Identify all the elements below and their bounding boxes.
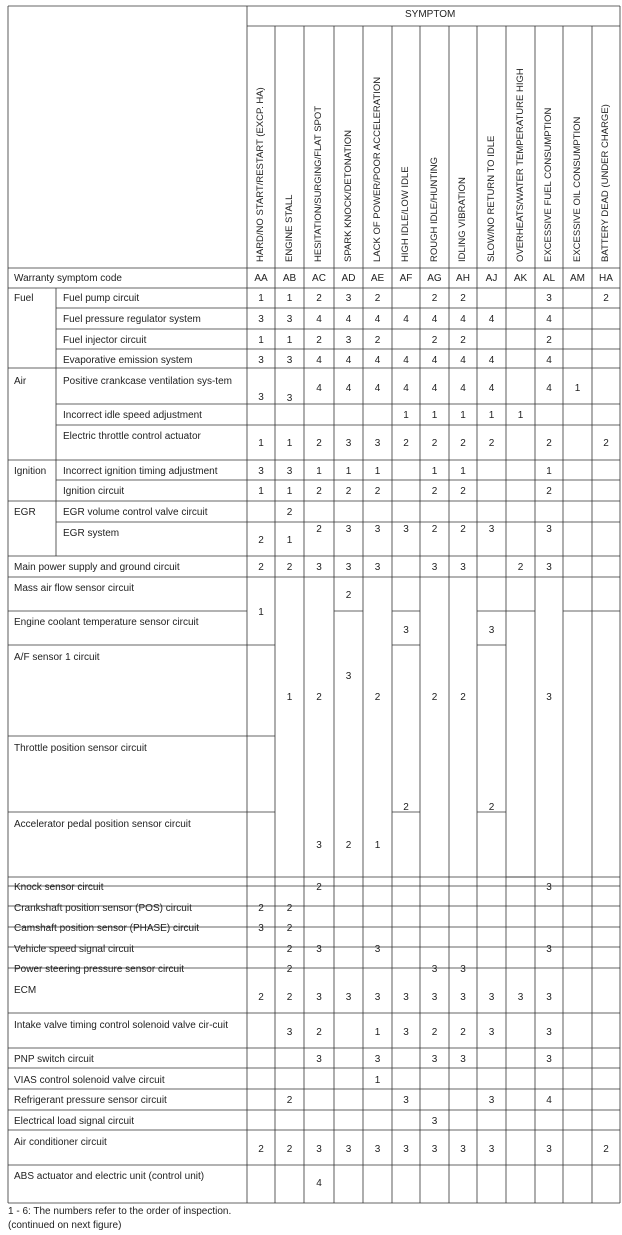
inspection-order-cell: 3 [546,1054,552,1065]
footnote-continued: (continued on next figure) [8,1220,122,1231]
column-header-ha: BATTERY DEAD (UNDER CHARGE) [600,104,611,262]
row-label: Fuel injector circuit [63,335,147,346]
inspection-order-cell: 1 [316,466,322,477]
group-air: Air [14,376,27,387]
inspection-order-cell: 3 [258,923,264,934]
inspection-order-cell: 3 [258,355,264,366]
inspection-order-cell: 3 [460,964,466,975]
row-label: EGR volume control valve circuit [63,507,208,518]
inspection-order-cell: 2 [316,293,322,304]
inspection-order-cell: 3 [460,1054,466,1065]
inspection-order-cell: 2 [374,692,381,703]
inspection-order-cell: 3 [345,524,352,535]
inspection-order-cell: 1 [374,1075,381,1086]
inspection-order-cell: 3 [546,1144,552,1155]
row-label: Throttle position sensor circuit [14,743,147,754]
inspection-order-cell: 3 [431,1054,438,1065]
inspection-order-cell: 3 [546,524,552,535]
inspection-order-cell: 1 [403,410,409,421]
symptom-code: AB [282,273,297,284]
row-label: Knock sensor circuit [14,882,104,893]
inspection-order-cell: 2 [460,293,466,304]
inspection-order-cell: 1 [431,410,438,421]
symptom-code: AF [399,273,413,284]
inspection-order-cell: 1 [431,466,438,477]
inspection-order-cell: 2 [603,438,609,449]
inspection-order-cell: 3 [316,840,322,851]
row-label: Camshaft position sensor (PHASE) circuit [14,923,200,934]
inspection-order-cell: 3 [286,1027,293,1038]
column-header-ak: OVERHEATS/WATER TEMPERATURE HIGH [514,68,526,262]
inspection-order-cell: 4 [316,314,322,325]
inspection-order-cell: 2 [286,923,293,934]
row-label: Engine coolant temperature sensor circuit [14,617,199,628]
row-label: Incorrect idle speed adjustment [63,410,202,421]
inspection-order-cell: 4 [345,383,352,394]
inspection-order-cell: 4 [546,314,552,325]
inspection-order-cell: 3 [345,335,352,346]
row-label: Air conditioner circuit [14,1137,107,1148]
inspection-order-cell: 3 [517,992,524,1003]
inspection-order-cell: 3 [345,438,352,449]
inspection-order-cell: 3 [488,625,495,636]
inspection-order-cell: 2 [258,562,264,573]
inspection-order-cell: 3 [488,1027,495,1038]
symptom-code: AE [370,273,385,284]
group-egr: EGR [14,507,36,518]
inspection-order-cell: 4 [374,383,381,394]
inspection-order-cell: 2 [316,692,322,703]
inspection-order-cell: 1 [286,692,293,703]
inspection-order-cell: 2 [460,1027,466,1038]
inspection-order-cell: 3 [546,692,552,703]
inspection-order-cell: 3 [258,314,264,325]
inspection-order-cell: 3 [546,992,552,1003]
inspection-order-cell: 3 [374,562,381,573]
inspection-order-cell: 3 [286,355,293,366]
inspection-order-cell: 1 [374,840,381,851]
inspection-order-cell: 3 [431,964,438,975]
symptom-code: AM [570,273,585,284]
inspection-order-cell: 1 [374,1027,381,1038]
group-ignition: Ignition [14,466,47,477]
inspection-order-cell: 3 [374,1144,381,1155]
inspection-order-cell: 1 [517,410,524,421]
row-label: Main power supply and ground circuit [14,562,180,573]
inspection-order-cell: 2 [431,335,438,346]
inspection-order-cell: 3 [546,882,552,893]
inspection-order-cell: 1 [258,607,264,618]
symptom-title: SYMPTOM [405,9,456,20]
inspection-order-cell: 3 [316,944,322,955]
inspection-order-cell: 3 [460,992,466,1003]
symptom-code: AK [513,273,528,284]
symptom-code: HA [599,273,613,284]
inspection-order-cell: 4 [460,355,466,366]
inspection-order-cell: 3 [374,992,381,1003]
inspection-order-cell: 4 [316,355,322,366]
inspection-order-cell: 3 [345,562,352,573]
inspection-order-cell: 3 [286,314,293,325]
inspection-order-cell: 2 [460,335,466,346]
inspection-order-cell: 3 [316,1144,322,1155]
row-label: Crankshaft position sensor (POS) circuit [14,903,192,914]
inspection-order-cell: 3 [488,1095,495,1106]
inspection-order-cell: 2 [460,486,466,497]
inspection-order-cell: 2 [460,692,466,703]
inspection-order-cell: 2 [546,335,552,346]
inspection-order-cell: 2 [374,335,381,346]
row-label: ABS actuator and electric unit (control unit) [14,1171,205,1182]
inspection-order-cell: 1 [460,466,466,477]
row-label: Power steering pressure sensor circuit [14,964,185,975]
inspection-order-cell: 3 [546,293,552,304]
inspection-order-cell: 4 [374,355,381,366]
inspection-order-cell: 4 [316,383,322,394]
inspection-order-cell: 1 [258,438,264,449]
inspection-order-cell: 4 [403,314,409,325]
column-header-ad: SPARK KNOCK/DETONATION [342,130,354,262]
inspection-order-cell: 1 [546,466,552,477]
inspection-order-cell: 3 [431,1116,438,1127]
row-label: Accelerator pedal position sensor circuit [14,819,191,830]
inspection-order-cell: 3 [316,992,322,1003]
inspection-order-cell: 3 [316,1054,322,1065]
inspection-order-cell: 3 [374,438,381,449]
inspection-order-cell: 1 [258,335,264,346]
symptom-code: AG [427,273,442,284]
inspection-order-cell: 2 [286,992,293,1003]
row-label: PNP switch circuit [14,1054,94,1065]
inspection-order-cell: 4 [403,355,409,366]
inspection-order-cell: 2 [460,438,466,449]
inspection-order-cell: 3 [403,1027,409,1038]
inspection-order-cell: 3 [345,1144,352,1155]
inspection-order-cell: 4 [345,355,352,366]
inspection-order-cell: 2 [286,1095,293,1106]
inspection-order-cell: 3 [488,524,495,535]
inspection-order-cell: 2 [316,524,322,535]
row-label: Mass air flow sensor circuit [14,583,135,594]
row-label: Evaporative emission system [63,355,193,366]
inspection-order-cell: 3 [374,524,381,535]
row-label: EGR system [63,528,120,539]
inspection-order-cell: 3 [460,1144,466,1155]
row-label: ECM [14,985,37,996]
column-header-ah: IDLING VIBRATION [457,177,468,262]
inspection-order-cell: 3 [345,293,352,304]
inspection-order-cell: 3 [403,992,409,1003]
inspection-order-cell: 3 [431,992,438,1003]
inspection-order-cell: 1 [574,383,581,394]
inspection-order-cell: 4 [403,383,409,394]
inspection-order-cell: 4 [316,1178,322,1189]
symptom-code: AA [254,273,268,284]
column-header-aj: SLOW/NO RETURN TO IDLE [485,135,497,262]
column-header-ab: ENGINE STALL [283,194,295,262]
inspection-order-cell: 3 [403,524,409,535]
inspection-order-cell: 2 [258,903,264,914]
inspection-order-cell: 3 [258,392,264,403]
inspection-order-cell: 3 [546,562,552,573]
inspection-order-cell: 2 [258,535,264,546]
inspection-order-cell: 2 [488,438,495,449]
inspection-order-cell: 3 [431,1144,438,1155]
inspection-order-cell: 2 [316,438,322,449]
column-header-aa: HARD/NO START/RESTART (EXCP. HA) [255,87,266,262]
inspection-order-cell: 2 [258,1144,264,1155]
inspection-order-cell: 2 [546,438,552,449]
inspection-order-cell: 2 [316,1027,322,1038]
row-label: Ignition circuit [63,486,125,497]
inspection-order-cell: 2 [431,1027,438,1038]
group-fuel: Fuel [14,293,34,304]
inspection-order-cell: 2 [345,840,352,851]
row-label: VIAS control solenoid valve circuit [14,1075,165,1086]
inspection-order-cell: 4 [431,355,438,366]
row-label: Electric throttle control actuator [63,431,201,442]
inspection-order-cell: 2 [546,486,552,497]
row-label: Electrical load signal circuit [14,1116,135,1127]
inspection-order-cell: 3 [345,992,352,1003]
inspection-order-cell: 4 [488,314,495,325]
inspection-order-cell: 4 [431,383,438,394]
inspection-order-cell: 3 [403,1095,409,1106]
inspection-order-cell: 1 [286,438,293,449]
inspection-order-cell: 3 [258,466,264,477]
inspection-order-cell: 2 [431,692,438,703]
footnote-order: 1 - 6: The numbers refer to the order of inspection. [8,1206,232,1217]
inspection-order-cell: 1 [258,293,264,304]
symptom-code: AH [456,273,470,284]
inspection-order-cell: 2 [403,438,409,449]
inspection-order-cell: 2 [488,802,495,813]
column-header-ae: LACK OF POWER/POOR ACCELERATION [371,76,383,262]
inspection-order-cell: 2 [603,293,609,304]
inspection-order-cell: 1 [286,335,293,346]
inspection-order-cell: 2 [345,486,352,497]
inspection-order-cell: 2 [316,335,322,346]
inspection-order-cell: 2 [460,524,466,535]
inspection-order-cell: 2 [286,944,293,955]
inspection-order-cell: 1 [488,410,495,421]
symptom-code: AD [341,273,356,284]
inspection-order-cell: 3 [488,1144,495,1155]
inspection-order-cell: 4 [345,314,352,325]
inspection-order-cell: 3 [488,992,495,1003]
inspection-order-cell: 4 [546,1095,552,1106]
inspection-order-cell: 1 [345,466,352,477]
inspection-order-cell: 3 [374,1054,381,1065]
inspection-order-cell: 3 [403,625,409,636]
inspection-order-cell: 4 [488,355,495,366]
inspection-order-cell: 1 [258,486,264,497]
inspection-order-cell: 4 [460,314,466,325]
inspection-order-cell: 3 [546,944,552,955]
warranty-label: Warranty symptom code [14,273,122,284]
row-label: Refrigerant pressure sensor circuit [14,1095,167,1106]
symptom-code: AL [542,273,556,284]
inspection-order-cell: 2 [286,903,293,914]
inspection-order-cell: 3 [286,466,293,477]
inspection-order-cell: 2 [517,562,524,573]
inspection-order-cell: 1 [460,410,466,421]
column-header-af: HIGH IDLE/LOW IDLE [400,166,411,262]
inspection-order-cell: 2 [431,293,438,304]
inspection-order-cell: 2 [431,524,438,535]
inspection-order-cell: 2 [286,507,293,518]
inspection-order-cell: 2 [286,1144,293,1155]
inspection-order-cell: 3 [403,1144,409,1155]
inspection-order-cell: 1 [286,486,293,497]
inspection-order-cell: 3 [286,393,293,404]
column-header-ag: ROUGH IDLE/HUNTING [428,156,440,262]
inspection-order-cell: 3 [546,1027,552,1038]
symptom-code: AJ [485,273,498,284]
inspection-order-cell: 2 [403,802,409,813]
inspection-order-cell: 1 [286,293,293,304]
row-label: Intake valve timing control solenoid valve cir-cuit [14,1020,228,1031]
column-header-al: EXCESSIVE FUEL CONSUMPTION [543,107,554,262]
row-label: Fuel pump circuit [63,293,140,304]
row-label: Vehicle speed signal circuit [14,944,135,955]
inspection-order-cell: 4 [431,314,438,325]
inspection-order-cell: 4 [374,314,381,325]
inspection-order-cell: 4 [460,383,466,394]
inspection-order-cell: 3 [431,562,438,573]
inspection-order-cell: 1 [286,535,293,546]
inspection-order-cell: 2 [431,438,438,449]
inspection-order-cell: 2 [374,293,381,304]
inspection-order-cell: 2 [258,992,264,1003]
inspection-order-cell: 4 [488,383,495,394]
inspection-order-cell: 2 [316,486,322,497]
inspection-order-cell: 2 [374,486,381,497]
symptom-code: AC [312,273,326,284]
row-label: Incorrect ignition timing adjustment [63,466,218,477]
row-label: Positive crankcase ventilation sys-tem [63,376,232,387]
inspection-order-cell: 4 [546,383,552,394]
column-header-am: EXCESSIVE OIL CONSUMPTION [571,116,583,262]
inspection-order-cell: 4 [546,355,552,366]
inspection-order-cell: 2 [286,964,293,975]
row-label: A/F sensor 1 circuit [14,652,100,663]
inspection-order-cell: 2 [316,882,322,893]
inspection-order-cell: 2 [286,562,293,573]
inspection-order-cell: 1 [374,466,381,477]
inspection-order-cell: 3 [460,562,466,573]
inspection-order-cell: 3 [374,944,381,955]
row-label: Fuel pressure regulator system [63,314,201,325]
inspection-order-cell: 2 [431,486,438,497]
column-header-ac: HESITATION/SURGING/FLAT SPOT [313,105,324,262]
inspection-order-cell: 2 [603,1144,609,1155]
inspection-order-cell: 3 [345,671,352,682]
inspection-order-cell: 3 [316,562,322,573]
inspection-order-cell: 2 [345,590,352,601]
